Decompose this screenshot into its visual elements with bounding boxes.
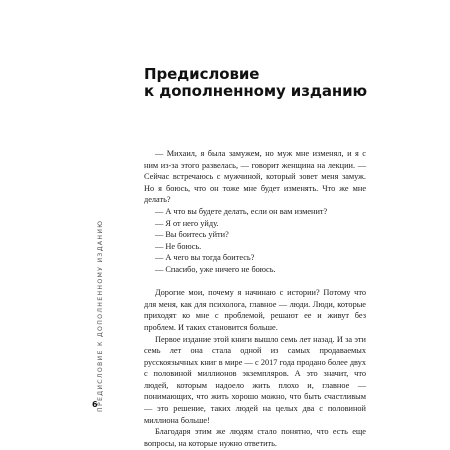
running-head: ПРЕДИСЛОВИЕ К ДОПОЛНЕННОМУ ИЗДАНИЮ xyxy=(97,219,104,412)
dialog-line-1: — А что вы будете делать, если он вам изменит? xyxy=(155,206,328,216)
dialog-line-6: — Спасибо, уже ничего не боюсь. xyxy=(155,264,276,274)
dialog-line-5: — А чего вы тогда боитесь? xyxy=(155,253,255,263)
paragraph-3: Первое издание этой книги вышло семь лет назад. И за эти семь лет она стала одной из самых продаваемых русскоязычных книг в мире — с 2017 года продано более двух с половиной миллионов экземпляров. А это значит, что людей, которым надоело жить плохо и, главное — понимающих, что жить хорошо можно, что быть счастливым — это решение, таких людей на целых два с половиной миллиона больше! xyxy=(144,334,366,425)
dialog-line-3: — Вы боитесь уйти? xyxy=(155,230,229,240)
dialog-line-4: — Не боюсь. xyxy=(155,241,202,251)
paragraph-1: — Михаил, я была замужем, но муж мне изменял, и я с ним из-за этого развелась, — говорит женщина на лекции. — Сейчас встречаюсь с мужчиной, который зовет меня замуж. Но я боюсь, что он тоже мне будет изменять. Что же мне делать? xyxy=(144,149,366,205)
chapter-title-line-1: Предисловие xyxy=(144,65,260,83)
chapter-title-line-2: к дополненному изданию xyxy=(144,82,368,100)
dialog-line-2: — Я от него уйду. xyxy=(155,218,219,228)
paragraph-4: Благодаря этим же людям стало понятно, что есть еще вопросы, на которые нужно ответить. xyxy=(144,427,366,448)
paragraph-2: Дорогие мои, почему я начинаю с истории? Потому что для меня, как для психолога, главное — люди. Люди, которые приходят ко мне с проблемой, решают ее и живут без проблем. И таких становится больше. xyxy=(144,288,366,332)
page-number: 6 xyxy=(92,400,98,409)
body-text xyxy=(144,148,366,449)
chapter-title xyxy=(144,65,368,100)
